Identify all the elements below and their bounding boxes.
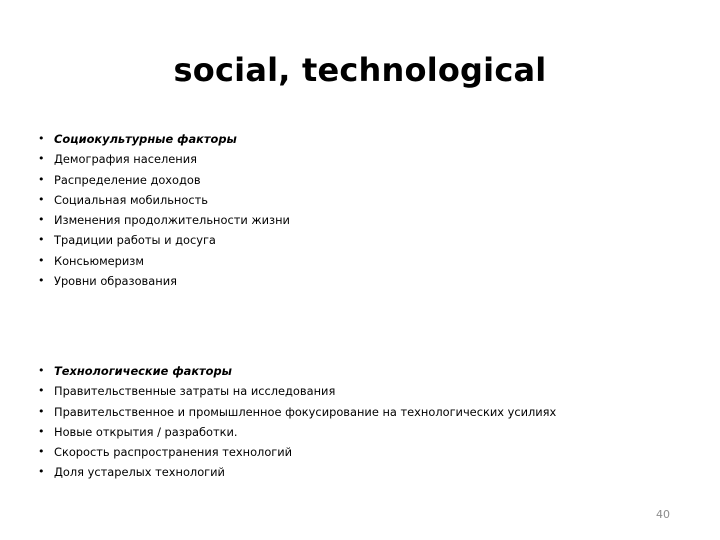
list-item xyxy=(38,422,556,442)
bullet-icon: • xyxy=(38,364,45,377)
slide-title: social, technological xyxy=(173,51,547,89)
list-item-text: Традиции работы и досуга xyxy=(54,233,216,248)
bullet-icon: • xyxy=(38,233,45,247)
bullet-icon: • xyxy=(38,192,45,206)
list-item-text: Скорость распространения технологий xyxy=(54,445,293,460)
list-item xyxy=(38,381,556,401)
bullet-icon: • xyxy=(38,424,45,438)
bullet-icon: • xyxy=(38,213,45,227)
list-item xyxy=(38,251,290,271)
list-item-text: Новые открытия / разработки. xyxy=(54,424,238,439)
bullet-icon: • xyxy=(38,172,45,186)
page-number: 40 xyxy=(656,508,670,521)
bullet-icon: • xyxy=(38,253,45,267)
list-heading xyxy=(38,129,290,149)
bullet-icon: • xyxy=(38,152,45,166)
bullet-icon: • xyxy=(38,404,45,418)
list-item-text: Изменения продолжительности жизни xyxy=(54,213,290,228)
list-item-text: Правительственное и промышленное фокусирование на технологических усилиях xyxy=(54,404,557,419)
list-item-text: Правительственные затраты на исследования xyxy=(54,384,336,399)
list-heading xyxy=(38,361,556,381)
heading-text: Технологические факторы xyxy=(54,364,232,378)
list-item xyxy=(38,230,290,250)
list-item-text: Социальная мобильность xyxy=(54,192,208,207)
bullet-icon: • xyxy=(38,132,45,145)
bullet-icon: • xyxy=(38,384,45,398)
list-item-text: Доля устарелых технологий xyxy=(54,465,225,480)
list-item-text: Распределение доходов xyxy=(54,172,201,187)
list-item xyxy=(38,190,290,210)
sociocultural-factors-list xyxy=(38,129,290,291)
list-item xyxy=(38,170,290,190)
list-item xyxy=(38,462,556,482)
technological-factors-list xyxy=(38,361,556,483)
list-item xyxy=(38,442,556,462)
list-item-text: Уровни образования xyxy=(54,274,177,289)
list-item xyxy=(38,210,290,230)
list-item xyxy=(38,149,290,169)
heading-text: Социокультурные факторы xyxy=(54,132,237,146)
list-item xyxy=(38,271,290,291)
bullet-icon: • xyxy=(38,465,45,479)
bullet-icon: • xyxy=(38,274,45,288)
bullet-icon: • xyxy=(38,445,45,459)
list-item xyxy=(38,402,556,422)
list-item-text: Консьюмеризм xyxy=(54,253,144,268)
list-item-text: Демография населения xyxy=(54,152,197,167)
